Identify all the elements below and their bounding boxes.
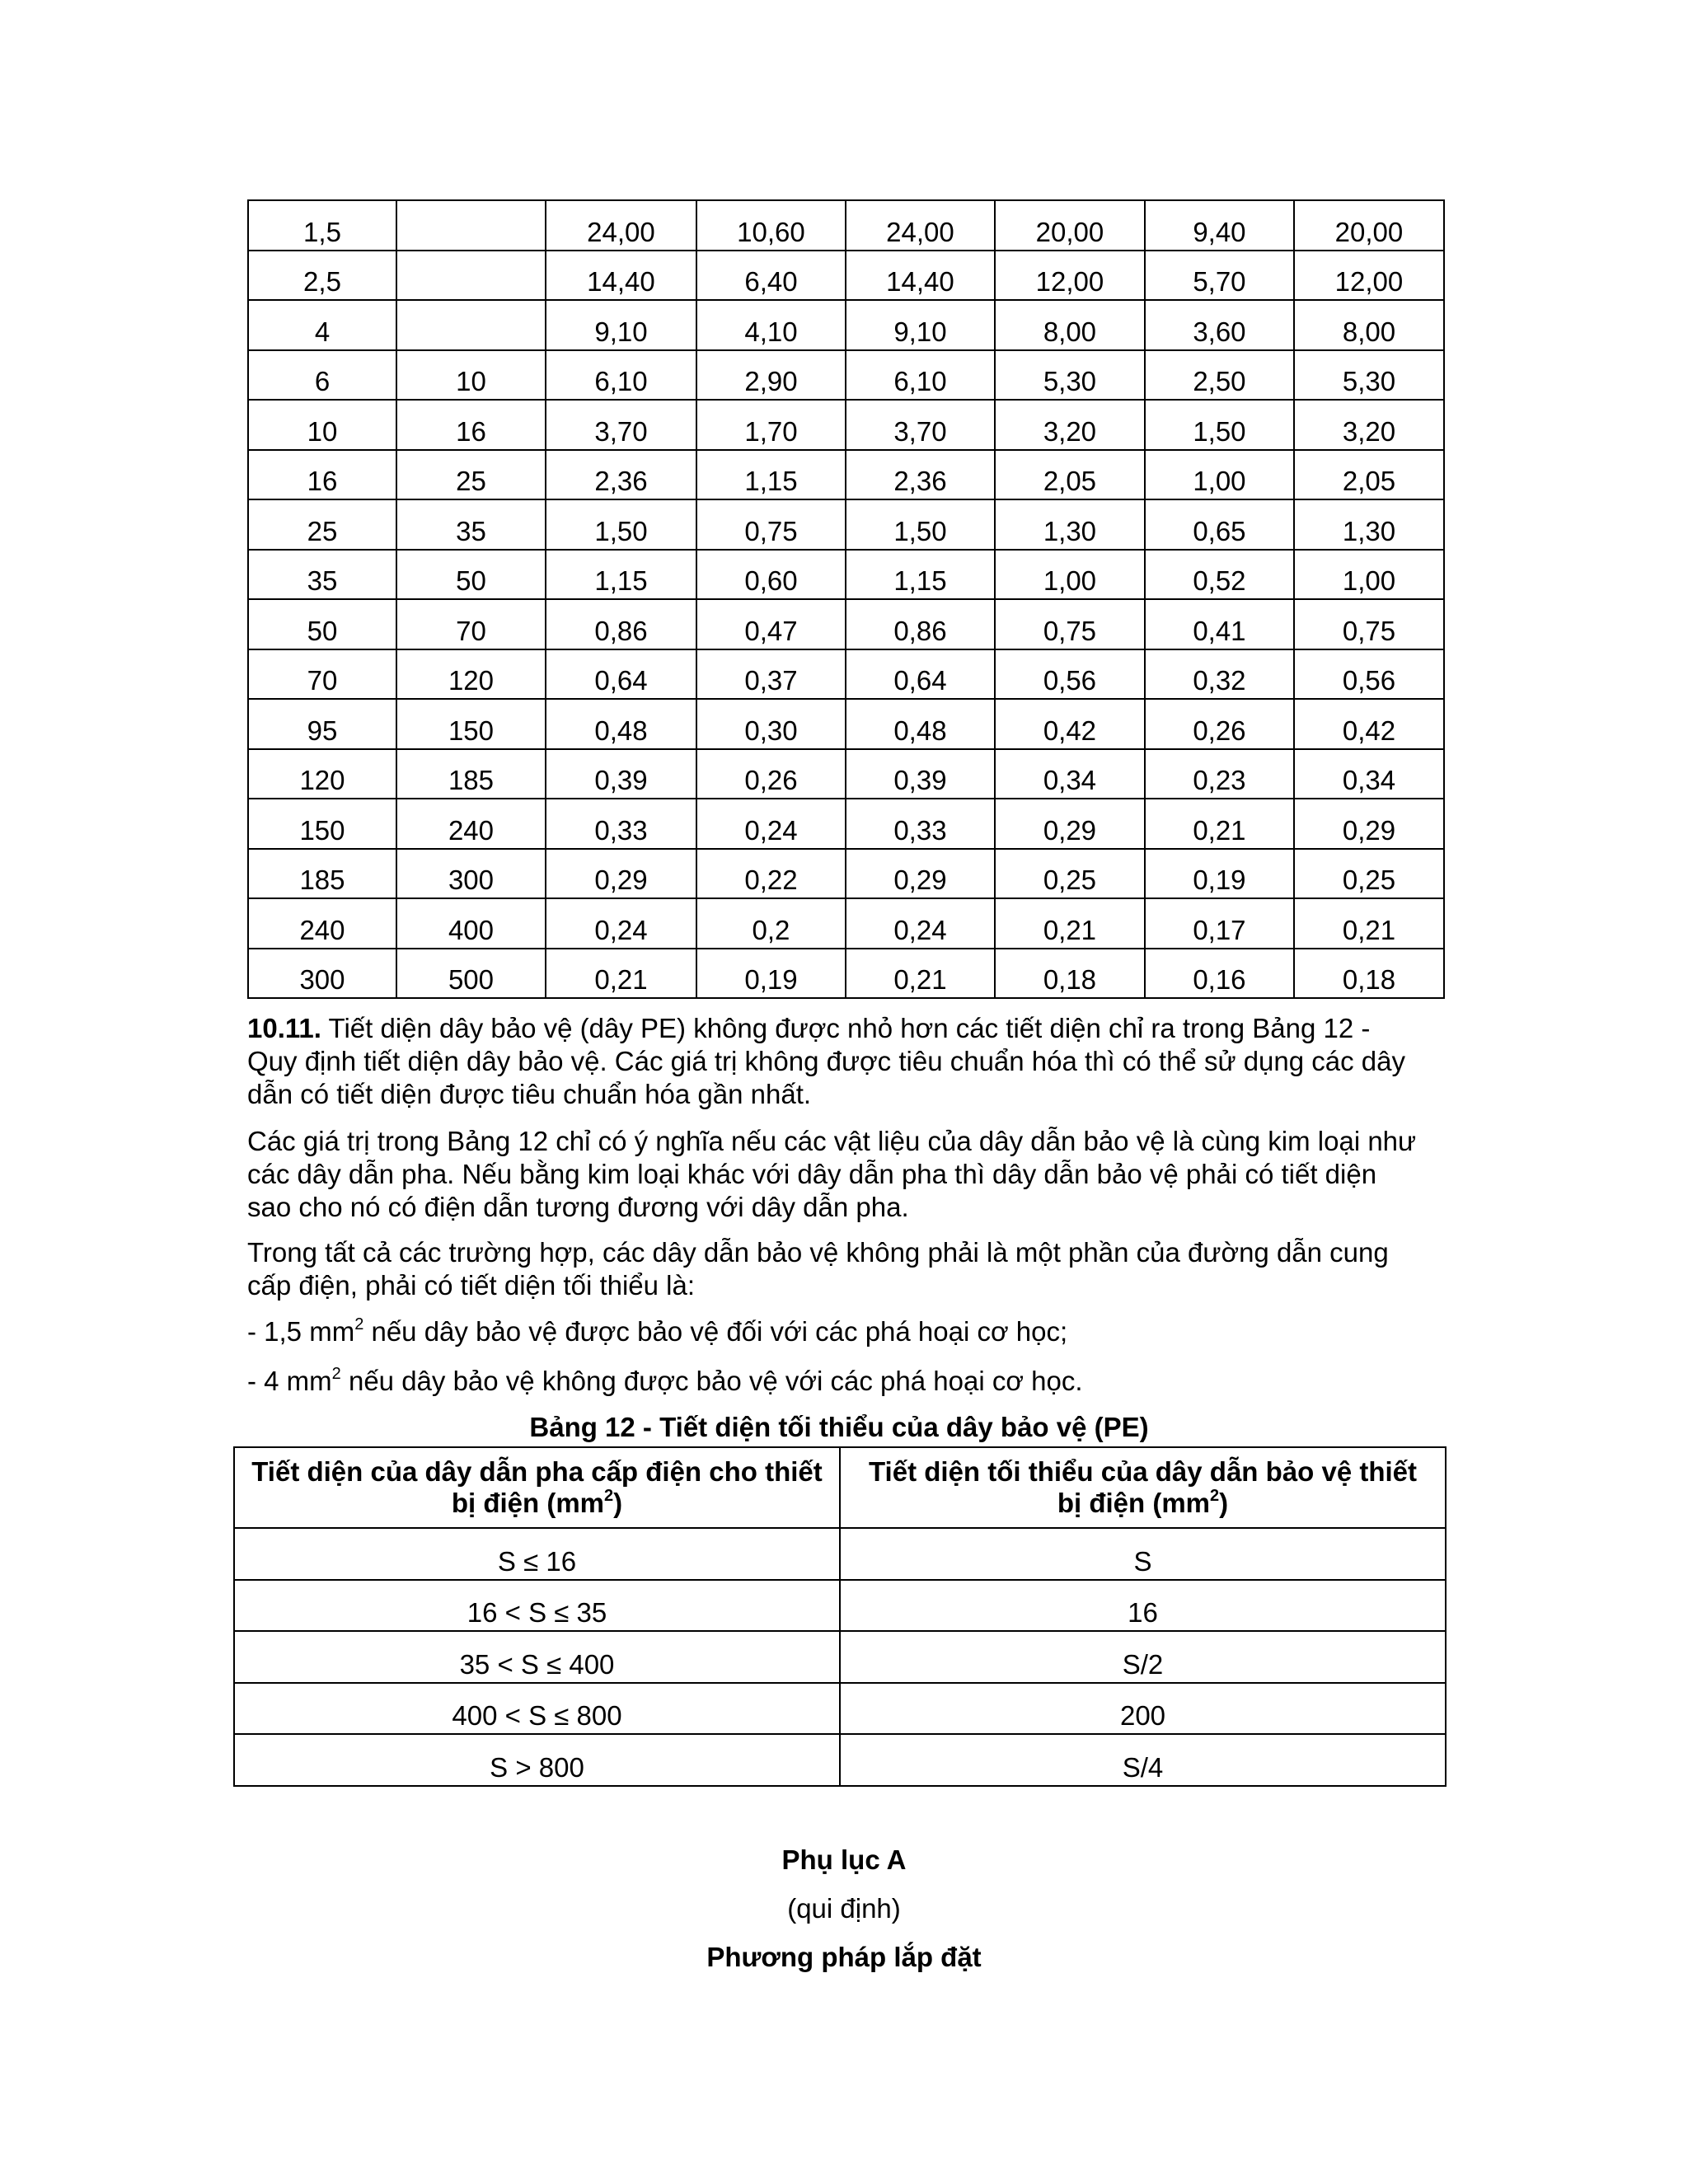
table-cell: 3,70 bbox=[846, 400, 995, 450]
table-cell: 0,52 bbox=[1145, 550, 1294, 600]
phase-section-cell: 35 < S ≤ 400 bbox=[234, 1631, 840, 1683]
pe-section-cell: S bbox=[840, 1528, 1446, 1580]
table-cell: 0,56 bbox=[1294, 649, 1444, 700]
table-cell: 1,15 bbox=[546, 550, 696, 600]
table-cell: 14,40 bbox=[546, 251, 696, 301]
table-row bbox=[248, 799, 1444, 849]
table-cell: 4 bbox=[248, 300, 396, 350]
section-number: 10.11. bbox=[247, 1013, 321, 1043]
table-row bbox=[248, 849, 1444, 899]
table-cell: 50 bbox=[396, 550, 546, 600]
table-cell: 1,00 bbox=[995, 550, 1145, 600]
table-header-row bbox=[234, 1447, 1446, 1528]
table-cell: 0,56 bbox=[995, 649, 1145, 700]
table-row bbox=[248, 200, 1444, 251]
table-cell: 2,36 bbox=[846, 450, 995, 500]
table-cell: 0,21 bbox=[846, 949, 995, 999]
header-text: Tiết diện của dây dẫn pha cấp điện cho thiết bbox=[251, 1456, 823, 1487]
table-cell: 3,70 bbox=[546, 400, 696, 450]
table-row bbox=[248, 350, 1444, 401]
table-cell: 0,60 bbox=[696, 550, 846, 600]
table-row bbox=[248, 898, 1444, 949]
superscript: 2 bbox=[331, 1365, 341, 1383]
table-cell: 0,19 bbox=[1145, 849, 1294, 899]
header-phase-conductor bbox=[234, 1447, 840, 1528]
table-cell: 240 bbox=[248, 898, 396, 949]
table-cell: 0,29 bbox=[546, 849, 696, 899]
table-cell: 0,32 bbox=[1145, 649, 1294, 700]
table-cell: 1,30 bbox=[995, 499, 1145, 550]
appendix-note: (qui định) bbox=[787, 1893, 901, 1924]
table-cell: 1,5 bbox=[248, 200, 396, 251]
table-cell: 500 bbox=[396, 949, 546, 999]
appendix-title: Phụ lục A bbox=[781, 1844, 907, 1875]
table-cell: 16 bbox=[248, 450, 396, 500]
pe-section-cell: 200 bbox=[840, 1683, 1446, 1735]
table-cell: 6 bbox=[248, 350, 396, 401]
phase-section-cell: S ≤ 16 bbox=[234, 1528, 840, 1580]
table-row bbox=[234, 1631, 1446, 1683]
table-cell: 70 bbox=[248, 649, 396, 700]
superscript: 2 bbox=[604, 1487, 614, 1505]
table-cell: 0,21 bbox=[1145, 799, 1294, 849]
table-cell: 0,86 bbox=[846, 599, 995, 649]
table-cell bbox=[396, 200, 546, 251]
table-cell: 0,21 bbox=[1294, 898, 1444, 949]
table-cell: 0,37 bbox=[696, 649, 846, 700]
table-row bbox=[248, 649, 1444, 700]
table-cell bbox=[396, 300, 546, 350]
table-cell: 14,40 bbox=[846, 251, 995, 301]
bullet-unprotected bbox=[247, 1365, 1451, 1398]
superscript: 2 bbox=[354, 1315, 364, 1333]
table-cell: 70 bbox=[396, 599, 546, 649]
table-cell: 8,00 bbox=[1294, 300, 1444, 350]
table-cell: 0,30 bbox=[696, 699, 846, 749]
appendix-subtitle: Phương pháp lắp đặt bbox=[706, 1942, 982, 1972]
table-12-caption: Bảng 12 - Tiết diện tối thiểu của dây bảo vệ (PE) bbox=[529, 1412, 1149, 1442]
header-text: ) bbox=[1219, 1488, 1229, 1518]
table-cell: 0,39 bbox=[846, 749, 995, 799]
phase-section-cell: 400 < S ≤ 800 bbox=[234, 1683, 840, 1735]
paragraph-line: Quy định tiết diện dây bảo vệ. Các giá trị không được tiêu chuẩn hóa thì có thể sử dụng các dây bbox=[247, 1046, 1406, 1076]
table-row bbox=[248, 749, 1444, 799]
table-cell: 400 bbox=[396, 898, 546, 949]
table-cell: 0,16 bbox=[1145, 949, 1294, 999]
table-cell: 0,86 bbox=[546, 599, 696, 649]
table-cell: 0,29 bbox=[846, 849, 995, 899]
table-cell: 0,29 bbox=[995, 799, 1145, 849]
table-cell: 2,5 bbox=[248, 251, 396, 301]
table-cell: 0,24 bbox=[846, 898, 995, 949]
paragraph-line: các dây dẫn pha. Nếu bằng kim loại khác với dây dẫn pha thì dây dẫn bảo vệ phải có tiết diện bbox=[247, 1159, 1377, 1189]
pe-section-cell: S/2 bbox=[840, 1631, 1446, 1683]
section-10-11-paragraph bbox=[247, 1012, 1451, 1111]
table-cell: 0,34 bbox=[1294, 749, 1444, 799]
table-cell: 6,10 bbox=[546, 350, 696, 401]
table-cell: 1,50 bbox=[546, 499, 696, 550]
table-cell: 0,26 bbox=[1145, 699, 1294, 749]
table-cell: 240 bbox=[396, 799, 546, 849]
table-cell: 0,18 bbox=[995, 949, 1145, 999]
table-cell: 0,64 bbox=[546, 649, 696, 700]
table-cell: 1,30 bbox=[1294, 499, 1444, 550]
paragraph-text: Tiết diện dây bảo vệ (dây PE) không được nhỏ hơn các tiết diện chỉ ra trong Bảng 12 - bbox=[321, 1013, 1371, 1043]
table-cell: 12,00 bbox=[995, 251, 1145, 301]
table-cell: 3,20 bbox=[995, 400, 1145, 450]
table-cell: 0,21 bbox=[546, 949, 696, 999]
table-cell: 0,75 bbox=[1294, 599, 1444, 649]
table-cell: 0,17 bbox=[1145, 898, 1294, 949]
table-cell: 9,40 bbox=[1145, 200, 1294, 251]
table-cell bbox=[396, 251, 546, 301]
table-cell: 0,48 bbox=[546, 699, 696, 749]
table-cell: 0,2 bbox=[696, 898, 846, 949]
table-cell: 185 bbox=[396, 749, 546, 799]
table-cell: 120 bbox=[248, 749, 396, 799]
table-cell: 16 bbox=[396, 400, 546, 450]
table-cell: 0,64 bbox=[846, 649, 995, 700]
paragraph-line bbox=[247, 1012, 1451, 1045]
table-row bbox=[234, 1683, 1446, 1735]
table-cell: 2,36 bbox=[546, 450, 696, 500]
paragraph-line: cấp điện, phải có tiết diện tối thiểu là: bbox=[247, 1270, 696, 1301]
table-cell: 1,15 bbox=[846, 550, 995, 600]
table-cell: 1,50 bbox=[1145, 400, 1294, 450]
table-cell: 1,50 bbox=[846, 499, 995, 550]
table-cell: 150 bbox=[396, 699, 546, 749]
table-cell: 5,30 bbox=[1294, 350, 1444, 401]
table-cell: 5,30 bbox=[995, 350, 1145, 401]
table-cell: 2,05 bbox=[1294, 450, 1444, 500]
material-paragraph bbox=[247, 1125, 1451, 1224]
table-cell: 0,19 bbox=[696, 949, 846, 999]
table-cell: 20,00 bbox=[995, 200, 1145, 251]
table-cell: 25 bbox=[248, 499, 396, 550]
table-cell: 9,10 bbox=[846, 300, 995, 350]
table-row bbox=[248, 450, 1444, 500]
table-row bbox=[248, 251, 1444, 301]
table-cell: 0,48 bbox=[846, 699, 995, 749]
table-cell: 0,18 bbox=[1294, 949, 1444, 999]
table-cell: 0,34 bbox=[995, 749, 1145, 799]
table-cell: 1,70 bbox=[696, 400, 846, 450]
table-row bbox=[248, 599, 1444, 649]
table-cell: 0,47 bbox=[696, 599, 846, 649]
table-cell: 1,00 bbox=[1294, 550, 1444, 600]
table-cell: 12,00 bbox=[1294, 251, 1444, 301]
resistance-table bbox=[247, 199, 1445, 999]
table-row bbox=[234, 1580, 1446, 1632]
table-cell: 0,75 bbox=[696, 499, 846, 550]
table-cell: 50 bbox=[248, 599, 396, 649]
table-cell: 0,75 bbox=[995, 599, 1145, 649]
table-cell: 0,21 bbox=[995, 898, 1145, 949]
minimum-section-paragraph bbox=[247, 1236, 1451, 1302]
table-cell: 3,60 bbox=[1145, 300, 1294, 350]
table-cell: 0,41 bbox=[1145, 599, 1294, 649]
pe-section-cell: S/4 bbox=[840, 1734, 1446, 1786]
table-cell: 0,42 bbox=[995, 699, 1145, 749]
table-cell: 0,23 bbox=[1145, 749, 1294, 799]
table-cell: 20,00 bbox=[1294, 200, 1444, 251]
table-cell: 35 bbox=[396, 499, 546, 550]
table-cell: 2,05 bbox=[995, 450, 1145, 500]
header-text: bị điện (mm bbox=[1057, 1488, 1211, 1518]
header-text: Tiết diện tối thiểu của dây dẫn bảo vệ thiết bbox=[869, 1456, 1417, 1487]
table-cell: 0,26 bbox=[696, 749, 846, 799]
table-cell: 0,65 bbox=[1145, 499, 1294, 550]
table-cell: 300 bbox=[396, 849, 546, 899]
table-cell: 10 bbox=[248, 400, 396, 450]
table-cell: 0,24 bbox=[696, 799, 846, 849]
table-row bbox=[248, 499, 1444, 550]
table-cell: 0,33 bbox=[546, 799, 696, 849]
table-cell: 120 bbox=[396, 649, 546, 700]
table-cell: 8,00 bbox=[995, 300, 1145, 350]
table-cell: 3,20 bbox=[1294, 400, 1444, 450]
bullet-text: - 4 mm bbox=[247, 1366, 332, 1396]
table-cell: 0,39 bbox=[546, 749, 696, 799]
superscript: 2 bbox=[1210, 1487, 1220, 1505]
phase-section-cell: S > 800 bbox=[234, 1734, 840, 1786]
table-cell: 35 bbox=[248, 550, 396, 600]
table-cell: 10 bbox=[396, 350, 546, 401]
phase-section-cell: 16 < S ≤ 35 bbox=[234, 1580, 840, 1632]
table-row bbox=[248, 699, 1444, 749]
table-cell: 25 bbox=[396, 450, 546, 500]
bullet-text: - 1,5 mm bbox=[247, 1316, 355, 1347]
table-cell: 4,10 bbox=[696, 300, 846, 350]
table-cell: 0,33 bbox=[846, 799, 995, 849]
table-cell: 6,10 bbox=[846, 350, 995, 401]
paragraph-line: sao cho nó có điện dẫn tương đương với dây dẫn pha. bbox=[247, 1192, 909, 1222]
table-cell: 0,25 bbox=[995, 849, 1145, 899]
pe-section-cell: 16 bbox=[840, 1580, 1446, 1632]
paragraph-line: Trong tất cả các trường hợp, các dây dẫn bảo vệ không phải là một phần của đường dẫn cung bbox=[247, 1237, 1389, 1268]
table-cell: 2,90 bbox=[696, 350, 846, 401]
table-row bbox=[248, 300, 1444, 350]
table-cell: 1,00 bbox=[1145, 450, 1294, 500]
table-cell: 1,15 bbox=[696, 450, 846, 500]
table-row bbox=[248, 550, 1444, 600]
table-cell: 300 bbox=[248, 949, 396, 999]
pe-section-table bbox=[233, 1446, 1447, 1787]
table-row bbox=[234, 1528, 1446, 1580]
table-cell: 5,70 bbox=[1145, 251, 1294, 301]
table-row bbox=[234, 1734, 1446, 1786]
table-cell: 2,50 bbox=[1145, 350, 1294, 401]
table-cell: 0,22 bbox=[696, 849, 846, 899]
paragraph-line: Các giá trị trong Bảng 12 chỉ có ý nghĩa nếu các vật liệu của dây dẫn bảo vệ là cùng kim loại như bbox=[247, 1126, 1417, 1156]
table-cell: 24,00 bbox=[846, 200, 995, 251]
table-cell: 0,29 bbox=[1294, 799, 1444, 849]
table-cell: 6,40 bbox=[696, 251, 846, 301]
table-cell: 0,42 bbox=[1294, 699, 1444, 749]
table-cell: 185 bbox=[248, 849, 396, 899]
table-cell: 10,60 bbox=[696, 200, 846, 251]
bullet-text: nếu dây bảo vệ không được bảo vệ với các phá hoại cơ học. bbox=[340, 1366, 1083, 1396]
paragraph-line: dẫn có tiết diện được tiêu chuẩn hóa gần nhất. bbox=[247, 1079, 812, 1109]
table-cell: 0,24 bbox=[546, 898, 696, 949]
table-row bbox=[248, 949, 1444, 999]
table-row bbox=[248, 400, 1444, 450]
bullet-text: nếu dây bảo vệ được bảo vệ đối với các phá hoại cơ học; bbox=[363, 1316, 1068, 1347]
header-text: ) bbox=[613, 1488, 623, 1518]
bullet-protected bbox=[247, 1315, 1451, 1348]
table-cell: 95 bbox=[248, 699, 396, 749]
table-cell: 0,25 bbox=[1294, 849, 1444, 899]
table-cell: 9,10 bbox=[546, 300, 696, 350]
table-cell: 150 bbox=[248, 799, 396, 849]
header-protective-conductor bbox=[840, 1447, 1446, 1528]
table-cell: 24,00 bbox=[546, 200, 696, 251]
header-text: bị điện (mm bbox=[451, 1488, 605, 1518]
